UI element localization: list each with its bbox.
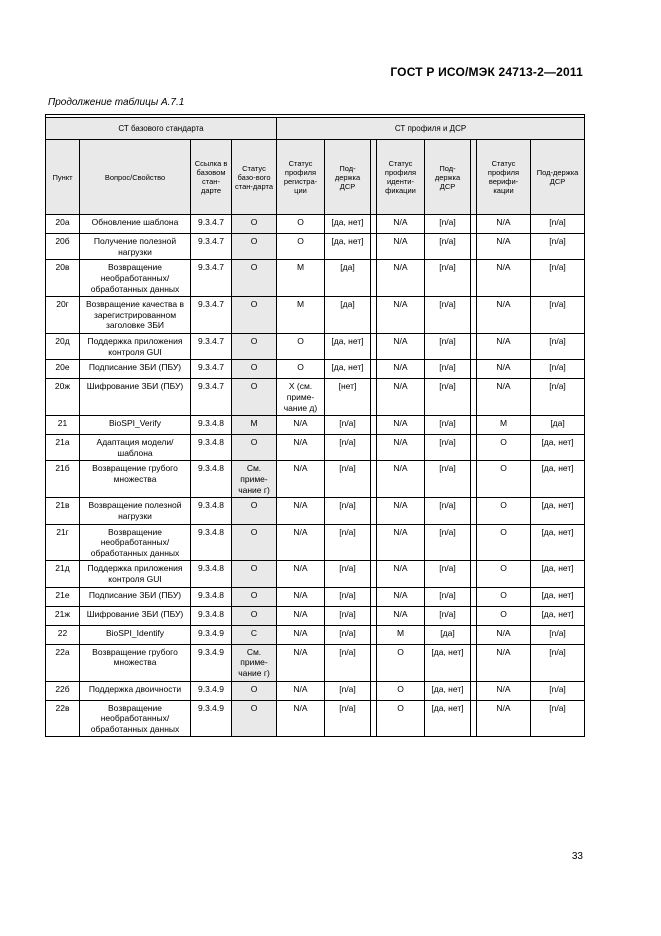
cell-ver-support: [да, нет] <box>531 435 585 461</box>
cell-ref: 9.3.4.8 <box>191 606 232 625</box>
cell-question: BioSPI_Identify <box>80 625 191 644</box>
cell-id-status: N/A <box>377 587 425 606</box>
cell-ver-status: М <box>477 416 531 435</box>
cell-base-status: О <box>232 435 277 461</box>
cell-item: 21е <box>46 587 80 606</box>
cell-reg-status: О <box>277 360 325 379</box>
cell-item: 21б <box>46 461 80 498</box>
cell-id-status: N/A <box>377 606 425 625</box>
cell-base-status: О <box>232 297 277 334</box>
cell-reg-support: [да] <box>325 297 371 334</box>
cell-ver-status: О <box>477 461 531 498</box>
group-header-base: СТ базового стандарта <box>46 118 277 140</box>
cell-reg-support: [n/a] <box>325 561 371 587</box>
cell-item: 20а <box>46 215 80 234</box>
cell-ver-status: N/A <box>477 334 531 360</box>
group-header-row <box>46 118 585 140</box>
cell-id-support: [n/a] <box>425 435 471 461</box>
cell-item: 20г <box>46 297 80 334</box>
cell-ver-status: N/A <box>477 625 531 644</box>
cell-id-status: N/A <box>377 334 425 360</box>
cell-reg-status: О <box>277 215 325 234</box>
cell-base-status: О <box>232 498 277 524</box>
cell-ref: 9.3.4.9 <box>191 644 232 681</box>
table-row <box>46 461 585 498</box>
cell-id-status: N/A <box>377 416 425 435</box>
cell-ref: 9.3.4.7 <box>191 260 232 297</box>
cell-reg-status: N/A <box>277 587 325 606</box>
cell-ref: 9.3.4.8 <box>191 461 232 498</box>
cell-item: 21в <box>46 498 80 524</box>
cell-question: Подписание ЗБИ (ПБУ) <box>80 360 191 379</box>
cell-item: 22б <box>46 681 80 700</box>
cell-question: Возвращение необработанных/обработанных данных <box>80 260 191 297</box>
cell-reg-support: [да, нет] <box>325 234 371 260</box>
cell-ver-status: N/A <box>477 297 531 334</box>
cell-reg-status: N/A <box>277 681 325 700</box>
cell-id-support: [n/a] <box>425 297 471 334</box>
cell-question: Поддержка приложения контроля GUI <box>80 334 191 360</box>
cell-id-support: [да] <box>425 625 471 644</box>
cell-reg-status: М <box>277 297 325 334</box>
cell-ref: 9.3.4.7 <box>191 360 232 379</box>
cell-item: 21ж <box>46 606 80 625</box>
cell-ver-support: [n/a] <box>531 234 585 260</box>
cell-question: Возвращение качества в зарегистрированном заголовке ЗБИ <box>80 297 191 334</box>
cell-ref: 9.3.4.7 <box>191 234 232 260</box>
col-header-reg-status: Статус профиля регистра-ции <box>277 140 325 215</box>
cell-reg-support: [да] <box>325 260 371 297</box>
cell-base-status: См. приме-чание г) <box>232 461 277 498</box>
document-code: ГОСТ Р ИСО/МЭК 24713-2—2011 <box>390 65 583 79</box>
cell-item: 20д <box>46 334 80 360</box>
cell-item: 22 <box>46 625 80 644</box>
cell-item: 21 <box>46 416 80 435</box>
cell-ver-support: [n/a] <box>531 360 585 379</box>
cell-id-support: [n/a] <box>425 360 471 379</box>
cell-reg-support: [n/a] <box>325 681 371 700</box>
group-header-profile: СТ профиля и ДСР <box>277 118 585 140</box>
col-header-item: Пункт <box>46 140 80 215</box>
col-header-ver-status: Статус профиля верифи-кации <box>477 140 531 215</box>
cell-base-status: О <box>232 606 277 625</box>
cell-reg-support: [n/a] <box>325 625 371 644</box>
cell-base-status: О <box>232 334 277 360</box>
cell-id-support: [n/a] <box>425 524 471 561</box>
cell-question: Возвращение необработанных/ обработанных данных <box>80 700 191 737</box>
cell-id-support: [n/a] <box>425 234 471 260</box>
cell-question: Получение полезной нагрузки <box>80 234 191 260</box>
cell-ref: 9.3.4.7 <box>191 334 232 360</box>
cell-base-status: О <box>232 587 277 606</box>
cell-id-support: [n/a] <box>425 498 471 524</box>
cell-id-support: [да, нет] <box>425 700 471 737</box>
cell-ref: 9.3.4.8 <box>191 561 232 587</box>
table-row <box>46 644 585 681</box>
cell-base-status: О <box>232 215 277 234</box>
cell-question: Поддержка приложения контроля GUI <box>80 561 191 587</box>
cell-ref: 9.3.4.9 <box>191 625 232 644</box>
cell-id-status: N/A <box>377 461 425 498</box>
cell-base-status: О <box>232 561 277 587</box>
cell-id-status: N/A <box>377 297 425 334</box>
cell-ver-status: О <box>477 498 531 524</box>
cell-item: 20б <box>46 234 80 260</box>
cell-id-status: N/A <box>377 234 425 260</box>
cell-reg-status: N/A <box>277 644 325 681</box>
cell-base-status: См. приме-чание г) <box>232 644 277 681</box>
cell-ver-support: [n/a] <box>531 681 585 700</box>
table-continuation-caption: Продолжение таблицы А.7.1 <box>48 97 185 108</box>
cell-item: 22в <box>46 700 80 737</box>
cell-ver-support: [да, нет] <box>531 461 585 498</box>
cell-item: 21г <box>46 524 80 561</box>
cell-reg-support: [n/a] <box>325 606 371 625</box>
cell-reg-support: [n/a] <box>325 587 371 606</box>
cell-ref: 9.3.4.8 <box>191 416 232 435</box>
table-row <box>46 587 585 606</box>
cell-question: Адаптация модели/шаблона <box>80 435 191 461</box>
cell-question: Шифрование ЗБИ (ПБУ) <box>80 379 191 416</box>
cell-question: BioSPI_Verify <box>80 416 191 435</box>
cell-id-status: N/A <box>377 498 425 524</box>
table-row <box>46 561 585 587</box>
cell-ref: 9.3.4.8 <box>191 435 232 461</box>
cell-ver-status: N/A <box>477 700 531 737</box>
cell-ver-status: N/A <box>477 379 531 416</box>
cell-id-status: N/A <box>377 215 425 234</box>
page-number: 33 <box>571 851 583 862</box>
cell-ver-status: N/A <box>477 644 531 681</box>
cell-base-status: О <box>232 681 277 700</box>
cell-ver-support: [n/a] <box>531 644 585 681</box>
cell-id-status: N/A <box>377 524 425 561</box>
cell-reg-status: О <box>277 334 325 360</box>
cell-id-support: [n/a] <box>425 461 471 498</box>
cell-ver-support: [n/a] <box>531 260 585 297</box>
cell-ver-support: [да, нет] <box>531 561 585 587</box>
cell-question: Подписание ЗБИ (ПБУ) <box>80 587 191 606</box>
cell-id-status: N/A <box>377 379 425 416</box>
table-row <box>46 234 585 260</box>
cell-reg-status: N/A <box>277 498 325 524</box>
cell-ver-support: [да, нет] <box>531 524 585 561</box>
specification-table <box>45 114 585 737</box>
cell-id-status: N/A <box>377 360 425 379</box>
cell-ver-support: [да, нет] <box>531 498 585 524</box>
cell-id-support: [n/a] <box>425 606 471 625</box>
cell-id-status: О <box>377 681 425 700</box>
cell-question: Возвращение грубого множества <box>80 461 191 498</box>
cell-item: 21а <box>46 435 80 461</box>
cell-question: Поддержка двоичности <box>80 681 191 700</box>
cell-question: Возвращение необработанных/ обработанных данных <box>80 524 191 561</box>
cell-ver-status: О <box>477 606 531 625</box>
cell-id-support: [n/a] <box>425 260 471 297</box>
cell-question: Шифрование ЗБИ (ПБУ) <box>80 606 191 625</box>
cell-id-status: М <box>377 625 425 644</box>
cell-reg-status: N/A <box>277 561 325 587</box>
cell-reg-status: N/A <box>277 435 325 461</box>
column-header-row <box>46 140 585 215</box>
cell-base-status: О <box>232 234 277 260</box>
cell-base-status: М <box>232 416 277 435</box>
table-row <box>46 498 585 524</box>
cell-reg-status: N/A <box>277 606 325 625</box>
cell-item: 20ж <box>46 379 80 416</box>
cell-base-status: О <box>232 379 277 416</box>
cell-ver-support: [да, нет] <box>531 587 585 606</box>
cell-base-status: О <box>232 524 277 561</box>
table-row <box>46 360 585 379</box>
cell-item: 20в <box>46 260 80 297</box>
cell-reg-status: N/A <box>277 524 325 561</box>
table-row <box>46 700 585 737</box>
cell-reg-status: N/A <box>277 625 325 644</box>
cell-question: Возвращение грубого множества <box>80 644 191 681</box>
cell-reg-support: [да, нет] <box>325 215 371 234</box>
cell-ref: 9.3.4.7 <box>191 215 232 234</box>
cell-id-support: [n/a] <box>425 416 471 435</box>
cell-ver-support: [n/a] <box>531 215 585 234</box>
cell-id-support: [n/a] <box>425 561 471 587</box>
cell-ver-status: N/A <box>477 260 531 297</box>
cell-ver-status: N/A <box>477 215 531 234</box>
cell-reg-support: [да, нет] <box>325 360 371 379</box>
col-header-ref: Ссылка в базовом стан-дарте <box>191 140 232 215</box>
cell-ver-support: [n/a] <box>531 334 585 360</box>
cell-question: Обновление шаблона <box>80 215 191 234</box>
cell-reg-status: N/A <box>277 700 325 737</box>
cell-ref: 9.3.4.8 <box>191 524 232 561</box>
cell-reg-support: [n/a] <box>325 461 371 498</box>
cell-reg-support: [n/a] <box>325 644 371 681</box>
cell-reg-support: [да, нет] <box>325 334 371 360</box>
table-row <box>46 416 585 435</box>
cell-reg-support: [n/a] <box>325 498 371 524</box>
cell-ver-support: [да] <box>531 416 585 435</box>
col-header-id-support: Под-держка ДСР <box>425 140 471 215</box>
cell-reg-support: [n/a] <box>325 416 371 435</box>
table-row <box>46 334 585 360</box>
table-row <box>46 215 585 234</box>
cell-ver-support: [да, нет] <box>531 606 585 625</box>
col-header-question: Вопрос/Свойство <box>80 140 191 215</box>
cell-id-support: [n/a] <box>425 379 471 416</box>
cell-id-status: N/A <box>377 260 425 297</box>
cell-base-status: О <box>232 700 277 737</box>
col-header-reg-support: Под-держка ДСР <box>325 140 371 215</box>
cell-ref: 9.3.4.8 <box>191 587 232 606</box>
cell-ref: 9.3.4.8 <box>191 498 232 524</box>
cell-id-support: [n/a] <box>425 587 471 606</box>
cell-ver-support: [n/a] <box>531 700 585 737</box>
cell-reg-support: [n/a] <box>325 524 371 561</box>
cell-reg-status: N/A <box>277 416 325 435</box>
cell-ver-status: О <box>477 587 531 606</box>
cell-ver-status: N/A <box>477 234 531 260</box>
table-row <box>46 681 585 700</box>
cell-item: 22а <box>46 644 80 681</box>
cell-id-support: [n/a] <box>425 215 471 234</box>
cell-item: 21д <box>46 561 80 587</box>
cell-ver-status: О <box>477 435 531 461</box>
cell-ver-status: N/A <box>477 681 531 700</box>
cell-ver-support: [n/a] <box>531 297 585 334</box>
table-row <box>46 606 585 625</box>
col-header-id-status: Статус профиля иденти-фикации <box>377 140 425 215</box>
table-row <box>46 625 585 644</box>
cell-ref: 9.3.4.7 <box>191 379 232 416</box>
cell-item: 20е <box>46 360 80 379</box>
cell-id-support: [да, нет] <box>425 644 471 681</box>
table-row <box>46 524 585 561</box>
cell-reg-status: О <box>277 234 325 260</box>
cell-id-support: [да, нет] <box>425 681 471 700</box>
cell-id-support: [n/a] <box>425 334 471 360</box>
cell-id-status: N/A <box>377 561 425 587</box>
cell-ver-status: N/A <box>477 360 531 379</box>
cell-ver-status: О <box>477 561 531 587</box>
cell-ver-support: [n/a] <box>531 379 585 416</box>
table-row <box>46 435 585 461</box>
cell-ver-support: [n/a] <box>531 625 585 644</box>
cell-base-status: С <box>232 625 277 644</box>
col-header-ver-support: Под-держка ДСР <box>531 140 585 215</box>
cell-base-status: О <box>232 260 277 297</box>
cell-base-status: О <box>232 360 277 379</box>
cell-id-status: О <box>377 644 425 681</box>
cell-ref: 9.3.4.9 <box>191 681 232 700</box>
table-row <box>46 379 585 416</box>
cell-reg-status: М <box>277 260 325 297</box>
cell-ver-status: О <box>477 524 531 561</box>
cell-reg-support: [нет] <box>325 379 371 416</box>
cell-id-status: N/A <box>377 435 425 461</box>
cell-question: Возвращение полезной нагрузки <box>80 498 191 524</box>
table-row <box>46 260 585 297</box>
cell-ref: 9.3.4.9 <box>191 700 232 737</box>
cell-reg-status: N/A <box>277 461 325 498</box>
table-body <box>46 215 585 737</box>
cell-reg-status: Х (см. приме-чание д) <box>277 379 325 416</box>
table-row <box>46 297 585 334</box>
col-header-base-status: Статус базо-вого стан-дарта <box>232 140 277 215</box>
cell-reg-support: [n/a] <box>325 435 371 461</box>
cell-reg-support: [n/a] <box>325 700 371 737</box>
cell-id-status: О <box>377 700 425 737</box>
cell-ref: 9.3.4.7 <box>191 297 232 334</box>
